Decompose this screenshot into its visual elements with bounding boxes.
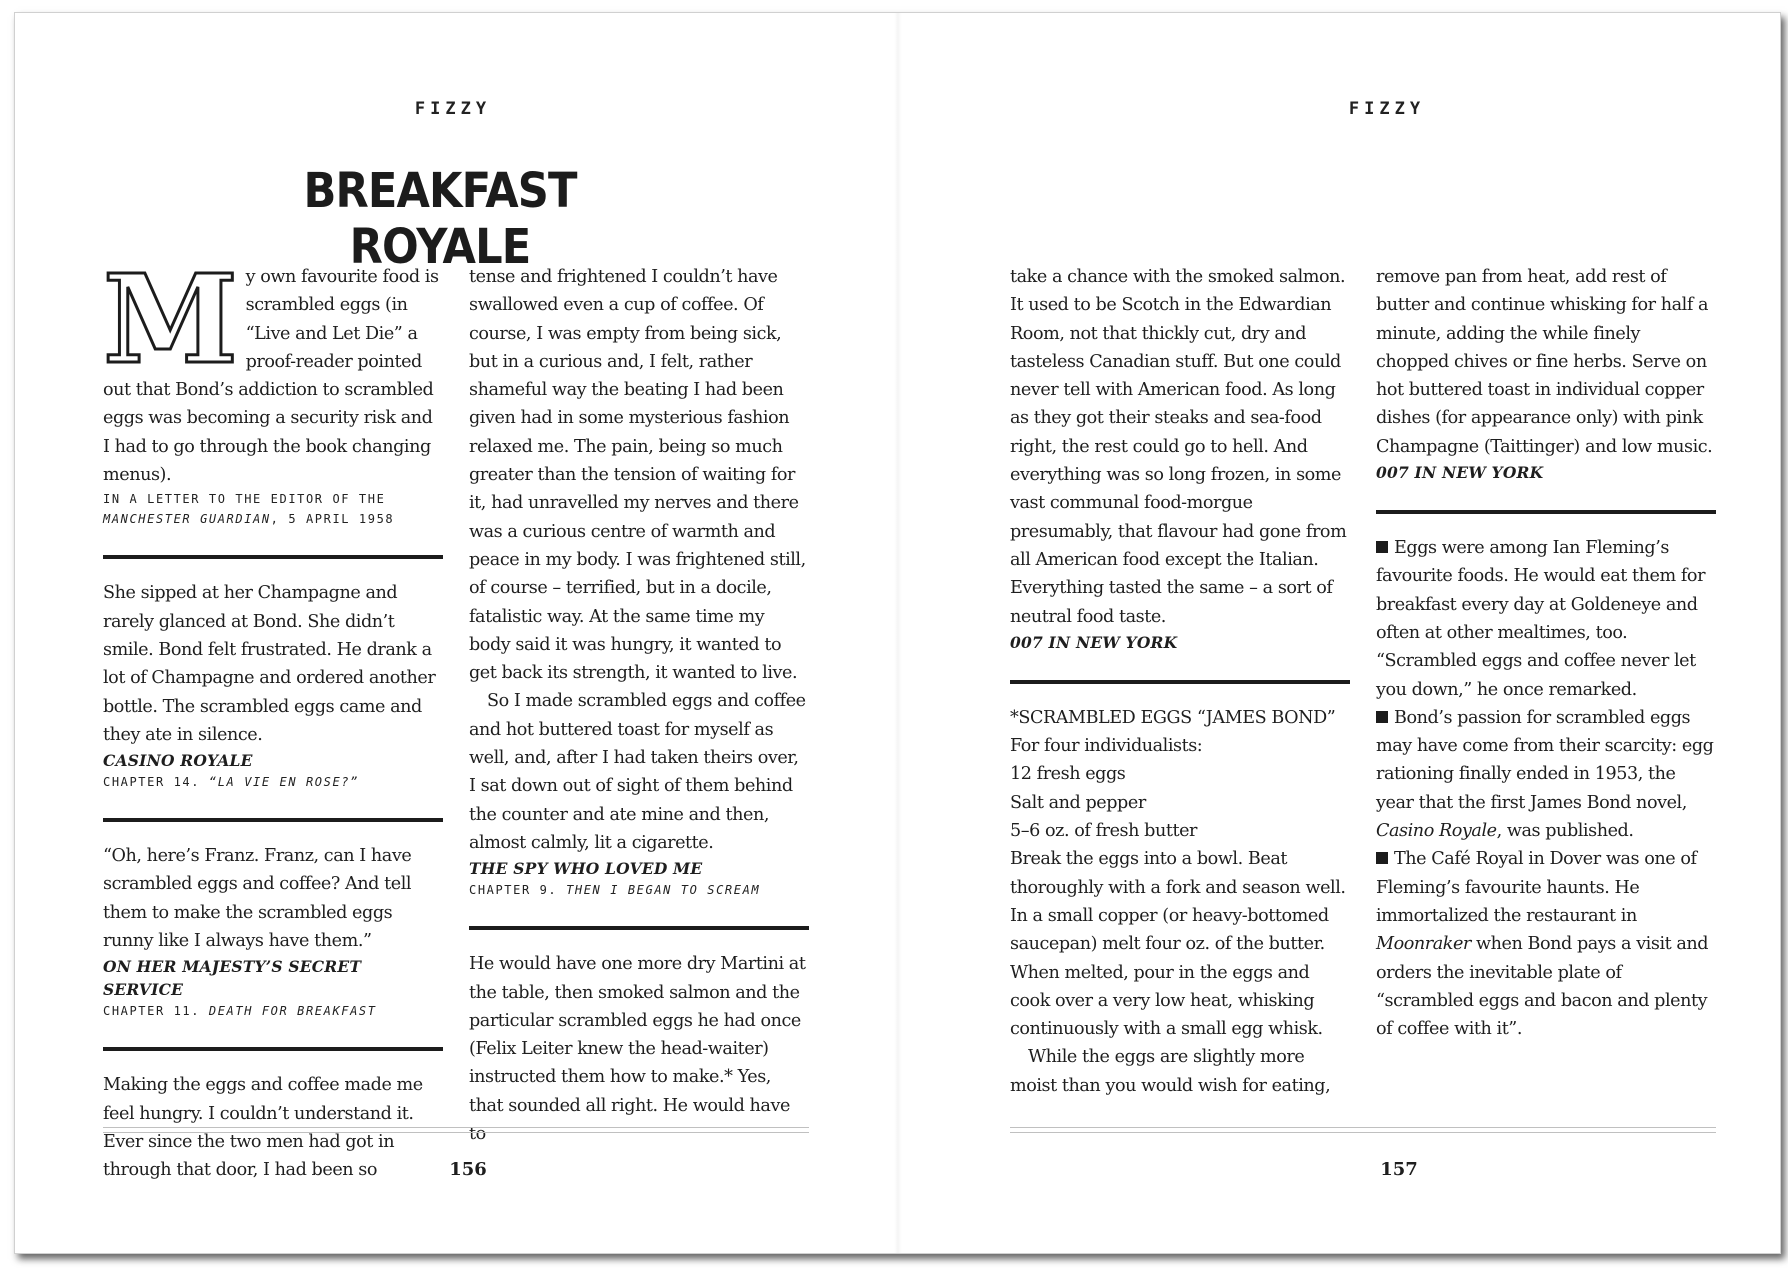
footer-rule-left [103, 1127, 809, 1133]
quote-nyc-continued: take a chance with the smoked salmon. It used to be Scotch in the Edwardian Room, not that thickly cut, dry and tasteless Canadian stuff. But one could never tell with American food. As long as they got their steaks and sea-food right, the rest could go to hell. And everything was so long frozen, in some vast communal food-morgue presumably, that flavour had gone from all American food except the Italian. Everything tasted the same – a sort of neutral food taste. [1010, 267, 1347, 627]
book-spread [14, 12, 1781, 1254]
running-head-left: FIZZY [414, 99, 492, 119]
section-rule [103, 818, 443, 822]
quote-letter: My own favourite food is scrambled eggs (in “Live and Let Die” a proof-reader pointed out that Bond’s addiction to scrambled eggs was becoming a security risk and I had to go through the book changing menus). [103, 247, 439, 486]
quote-casino-royale: She sipped at her Champagne and rarely glanced at Bond. She didn’t smile. Bond felt frustrated. He drank a lot of Champagne and ordered another bottle. The scrambled eggs came and they ate in silence. [103, 583, 436, 745]
note-item: Eggs were among Ian Fleming’s favourite foods. He would eat them for breakfast every day at Goldeneye and often at other mealtimes, too. “Scrambled eggs and coffee never let you down,” he once remarked. [1376, 534, 1716, 704]
right-page [895, 13, 1780, 1253]
quote-spy-paragraph: So I made scrambled eggs and coffee and hot buttered toast for myself as well, and, after I had taken theirs over, I sat down out of sight of them behind the counter and ate mine and then, almost calmly, lit a cigarette. [469, 691, 806, 853]
quote-chapter: CHAPTER 9. THEN I BEGAN TO SCREAM [469, 883, 761, 898]
drop-cap: M [103, 247, 238, 391]
quote-letter-attribution: IN A LETTER TO THE EDITOR OF THE MANCHESTER GUARDIAN, 5 APRIL 1958 [103, 492, 395, 527]
section-rule [1376, 510, 1716, 514]
quote-spy-start: Making the eggs and coffee made me feel hungry. I couldn’t understand it. Ever since the two men had got in through that door, I had been so [103, 1075, 423, 1181]
page-number-left: 156 [449, 1159, 487, 1180]
note-item: Bond’s passion for scrambled eggs may have come from their scarcity: egg rationing finally ended in 1953, the year that the first James Bond novel, Casino Royale, was published. [1376, 704, 1716, 845]
left-page [15, 13, 895, 1253]
column-4 [1376, 263, 1716, 1043]
quote-source: 007 IN NEW YORK [1376, 463, 1544, 483]
section-rule [103, 1047, 443, 1051]
running-head-right: FIZZY [1348, 99, 1426, 119]
recipe-title: *SCRAMBLED EGGS “JAMES BOND” [1010, 707, 1336, 728]
ingredient-item: Salt and pepper [1010, 792, 1146, 813]
quote-source: THE SPY WHO LOVED ME [469, 859, 703, 879]
note-item: The Café Royal in Dover was one of Fleming’s favourite haunts. He immortalized the restaurant in Moonraker when Bond pays a visit and orders the inevitable plate of “scrambled eggs and bacon and plenty of coffee with it”. [1376, 845, 1716, 1043]
quote-source: CASINO ROYALE [103, 751, 253, 771]
ingredient-item: 5–6 oz. of fresh butter [1010, 821, 1198, 842]
footer-rule-right [1010, 1127, 1716, 1133]
recipe-method-continued: While the eggs are slightly more moist than you would wish for eating, [1010, 1047, 1331, 1096]
recipe-method-end: remove pan from heat, add rest of butter and continue whisking for half a minute, adding the while finely chopped chives or fine herbs. Serve on hot buttered toast in individual copper dishes (for appearance only) with pink Champagne (Taittinger) and low music. [1376, 267, 1713, 457]
section-rule [469, 926, 809, 930]
quote-chapter: CHAPTER 11. DEATH FOR BREAKFAST [103, 1004, 377, 1019]
column-3 [1010, 263, 1350, 1100]
quote-spy-continued: tense and frightened I couldn’t have swallowed even a cup of coffee. Of course, I was empty from being sick, but in a curious and, I felt, rather shameful way the beating I had been given had in some mysterious fashion relaxed me. The pain, being so much greater than the tension of waiting for it, had unravelled my nerves and there was a curious centre of warmth and peace in my body. I was frightened still, of course – terrified, but in a docile, fatalistic way. At the same time my body said it was hungry, it wanted to get back its strength, it wanted to live. [469, 267, 806, 684]
quote-source: 007 IN NEW YORK [1010, 632, 1178, 652]
column-2 [469, 263, 809, 1148]
page-title: BREAKFAST ROYALE [303, 163, 577, 275]
recipe-method: Break the eggs into a bowl. Beat thoroughly with a fork and season well. In a small copper (or heavy-bottomed saucepan) melt four oz. of the butter. When melted, pour in the eggs and cook over a very low heat, whisking continuously with a small egg whisk. [1010, 849, 1346, 1040]
quote-nyc-start: He would have one more dry Martini at the table, then smoked salmon and the particular scrambled eggs he had once (Felix Leiter knew the head-waiter) instructed them how to make.* Yes, that sounded all right. He would have to [469, 954, 806, 1145]
recipe-serves: For four individualists: [1010, 736, 1203, 757]
page-number-right: 157 [1380, 1159, 1418, 1180]
quote-chapter: CHAPTER 14. “LA VIE EN ROSE?” [103, 775, 359, 790]
column-1 [103, 247, 443, 1185]
section-rule [1010, 680, 1350, 684]
quote-source: ON HER MAJESTY’S SECRET SERVICE [103, 957, 362, 1000]
ingredient-item: 12 fresh eggs [1010, 764, 1126, 785]
section-rule [103, 555, 443, 559]
quote-ohmss: “Oh, here’s Franz. Franz, can I have scrambled eggs and coffee? And tell them to make the scrambled eggs runny like I always have them.” [103, 846, 412, 952]
